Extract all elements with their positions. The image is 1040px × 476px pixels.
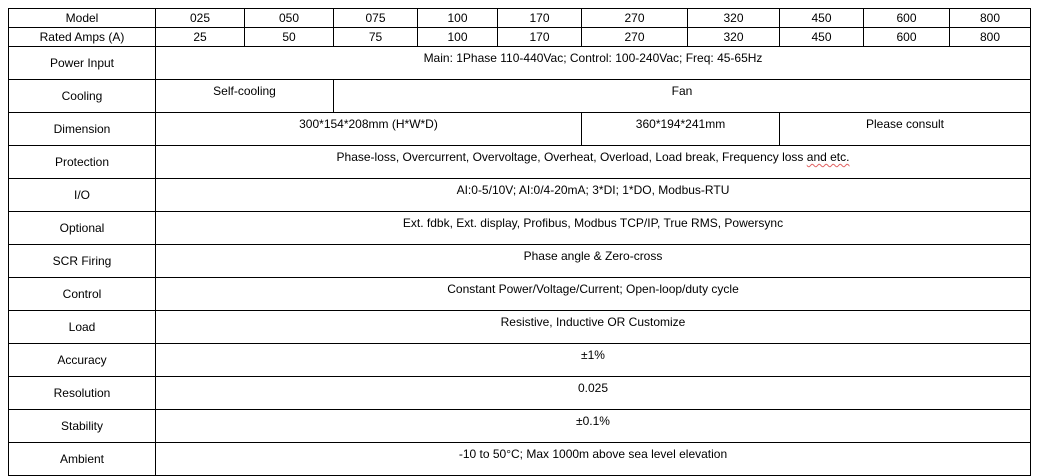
ambient-row <box>9 443 1031 476</box>
accuracy-row <box>9 344 1031 377</box>
rated-amps-label: Rated Amps (A) <box>9 28 156 47</box>
rated-amps-row <box>9 28 1031 47</box>
cooling-row <box>9 80 1031 113</box>
model-cell: 270 <box>582 9 688 28</box>
control-value: Constant Power/Voltage/Current; Open-loop/duty cycle <box>156 278 1031 311</box>
rated-amps-cell: 100 <box>418 28 498 47</box>
dimension-small-value: 300*154*208mm (H*W*D) <box>156 113 582 146</box>
dimension-label: Dimension <box>9 113 156 146</box>
cooling-self-value: Self-cooling <box>156 80 334 113</box>
scr-firing-label: SCR Firing <box>9 245 156 278</box>
rated-amps-cell: 600 <box>864 28 950 47</box>
stability-row <box>9 410 1031 443</box>
power-input-value: Main: 1Phase 110-440Vac; Control: 100-240Vac; Freq: 45-65Hz <box>156 47 1031 80</box>
model-cell: 320 <box>688 9 780 28</box>
load-label: Load <box>9 311 156 344</box>
scr-firing-row <box>9 245 1031 278</box>
cooling-label: Cooling <box>9 80 156 113</box>
model-cell: 450 <box>780 9 864 28</box>
model-cell: 050 <box>245 9 334 28</box>
model-cell: 800 <box>950 9 1031 28</box>
optional-value: Ext. fdbk, Ext. display, Profibus, Modbus TCP/IP, True RMS, Powersync <box>156 212 1031 245</box>
scr-firing-value: Phase angle & Zero-cross <box>156 245 1031 278</box>
dimension-mid-value: 360*194*241mm <box>582 113 780 146</box>
control-label: Control <box>9 278 156 311</box>
rated-amps-cell: 170 <box>498 28 582 47</box>
load-value: Resistive, Inductive OR Customize <box>156 311 1031 344</box>
model-cell: 600 <box>864 9 950 28</box>
control-row <box>9 278 1031 311</box>
rated-amps-cell: 50 <box>245 28 334 47</box>
ambient-value: -10 to 50°C; Max 1000m above sea level elevation <box>156 443 1031 476</box>
protection-label: Protection <box>9 146 156 179</box>
model-cell: 170 <box>498 9 582 28</box>
model-label: Model <box>9 9 156 28</box>
resolution-label: Resolution <box>9 377 156 410</box>
accuracy-value: ±1% <box>156 344 1031 377</box>
power-input-row <box>9 47 1031 80</box>
dimension-large-value: Please consult <box>780 113 1031 146</box>
resolution-value: 0.025 <box>156 377 1031 410</box>
rated-amps-cell: 75 <box>334 28 418 47</box>
resolution-row <box>9 377 1031 410</box>
optional-row <box>9 212 1031 245</box>
dimension-row <box>9 113 1031 146</box>
stability-label: Stability <box>9 410 156 443</box>
cooling-fan-value: Fan <box>334 80 1031 113</box>
rated-amps-cell: 270 <box>582 28 688 47</box>
protection-value-main: Phase-loss, Overcurrent, Overvoltage, Overheat, Overload, Load break, Frequency loss <box>336 150 807 164</box>
rated-amps-cell: 320 <box>688 28 780 47</box>
model-row <box>9 9 1031 28</box>
ambient-label: Ambient <box>9 443 156 476</box>
protection-value-tail: and etc. <box>806 150 850 164</box>
io-label: I/O <box>9 179 156 212</box>
spec-table <box>8 8 1031 476</box>
optional-label: Optional <box>9 212 156 245</box>
stability-value: ±0.1% <box>156 410 1031 443</box>
model-cell: 025 <box>156 9 245 28</box>
load-row <box>9 311 1031 344</box>
protection-value <box>156 146 1031 179</box>
rated-amps-cell: 800 <box>950 28 1031 47</box>
protection-row <box>9 146 1031 179</box>
power-input-label: Power Input <box>9 47 156 80</box>
accuracy-label: Accuracy <box>9 344 156 377</box>
io-row <box>9 179 1031 212</box>
rated-amps-cell: 25 <box>156 28 245 47</box>
io-value: AI:0-5/10V; AI:0/4-20mA; 3*DI; 1*DO, Modbus-RTU <box>156 179 1031 212</box>
model-cell: 100 <box>418 9 498 28</box>
rated-amps-cell: 450 <box>780 28 864 47</box>
model-cell: 075 <box>334 9 418 28</box>
